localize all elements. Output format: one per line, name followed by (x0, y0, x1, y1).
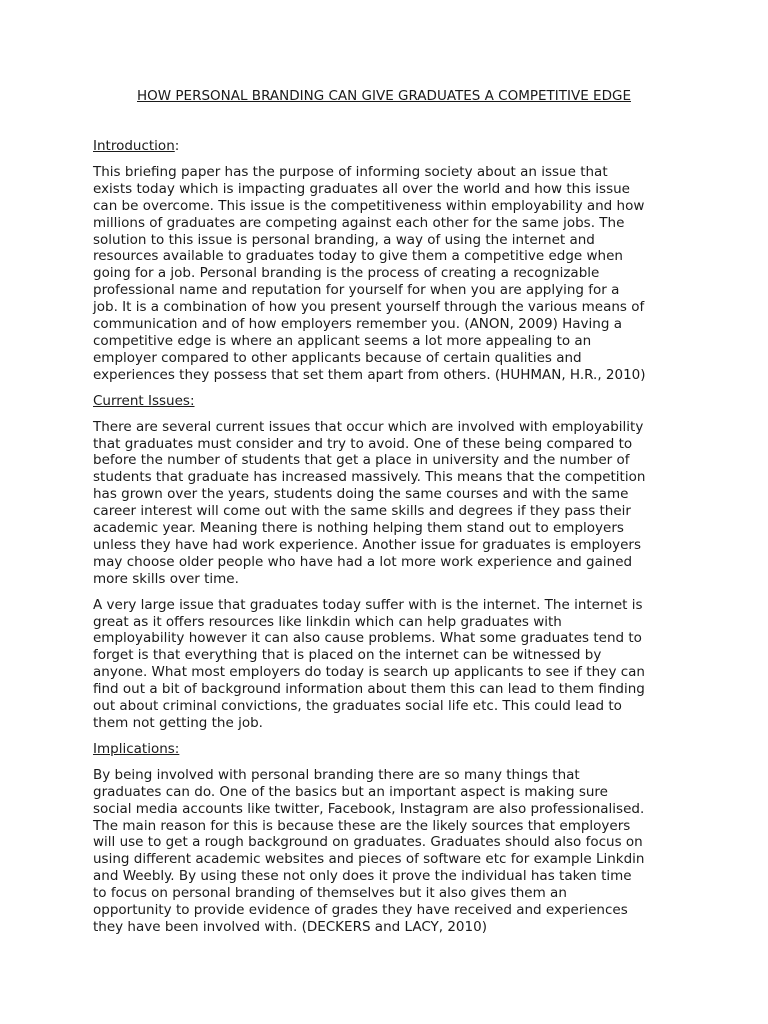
paragraph-line: anyone. What most employers do today is search up applicants to see if they can (93, 664, 645, 681)
paragraph-line: millions of graduates are competing against each other for the same jobs. The (93, 214, 625, 231)
paragraph-line: resources available to graduates today to give them a competitive edge when (93, 248, 623, 265)
paragraph-line: By being involved with personal branding there are so many things that (93, 766, 580, 783)
paragraph-line: will use to get a rough background on graduates. Graduates should also focus on (93, 834, 643, 851)
paragraph-line: forget is that everything that is placed on the internet can be witnessed by (93, 647, 602, 664)
paragraph-line: them not getting the job. (93, 715, 263, 731)
section-heading-suffix: : (174, 138, 180, 154)
section-heading (93, 138, 683, 155)
paragraph-line: graduates can do. One of the basics but an important aspect is making sure (93, 783, 608, 800)
paragraph-line: they have been involved with. (DECKERS and LACY, 2010) (93, 918, 487, 935)
section-heading (93, 741, 683, 758)
paragraph-line: solution to this issue is personal branding, a way of using the internet and (93, 231, 595, 248)
paragraph-line: job. It is a combination of how you present yourself through the various means of (93, 299, 645, 316)
paragraph-line: using different academic websites and pieces of software etc for example Linkdin (93, 851, 645, 868)
paragraph-line: to focus on personal branding of themselves but it also gives them an (93, 885, 567, 902)
paragraph-line: There are several current issues that occur which are involved with employability (93, 418, 644, 435)
paragraph-line: may choose older people who have had a lot more work experience and gained (93, 553, 633, 570)
paragraph-line: opportunity to provide evidence of grades they have received and experiences (93, 902, 628, 919)
paragraph-line: can be overcome. This issue is the competitiveness within employability and how (93, 197, 645, 214)
paragraph-line: communication and of how employers remember you. (ANON, 2009) Having a (93, 316, 622, 333)
paragraph-line: going for a job. Personal branding is the process of creating a recognizable (93, 265, 600, 282)
section-heading-text: Current Issues: (93, 392, 195, 409)
document-body (93, 138, 683, 945)
paragraph-line: exists today which is impacting graduates all over the world and how this issue (93, 180, 630, 197)
paragraph (93, 419, 683, 588)
paragraph-line: find out a bit of background information about them this can lead to them finding (93, 681, 645, 698)
paragraph-line: and Weebly. By using these not only does it prove the individual has taken time (93, 868, 632, 885)
paragraph-line: great as it offers resources like linkdin which can help graduates with (93, 613, 562, 630)
paragraph-line: competitive edge is where an applicant seems a lot more appealing to an (93, 332, 592, 349)
section-heading-text: Introduction (93, 138, 175, 154)
paragraph-line: professional name and reputation for yourself for when you are applying for a (93, 282, 620, 299)
paragraph-line: unless they have had work experience. Another issue for graduates is employers (93, 536, 642, 553)
paragraph-line: has grown over the years, students doing the same courses and with the same (93, 486, 629, 503)
paragraph-line: students that graduate has increased massively. This means that the competition (93, 469, 646, 486)
paragraph-line: more skills over time. (93, 570, 239, 587)
paragraph-line: before the number of students that get a place in university and the number of (93, 452, 630, 469)
document-title: HOW PERSONAL BRANDING CAN GIVE GRADUATES A COMPETITIVE EDGE (137, 88, 631, 104)
paragraph-line: The main reason for this is because these are the likely sources that employers (93, 817, 631, 834)
paragraph-line: employability however it can also cause problems. What some graduates tend to (93, 630, 642, 647)
paragraph-line: This briefing paper has the purpose of informing society about an issue that (93, 163, 608, 180)
paragraph-line: that graduates must consider and try to avoid. One of these being compared to (93, 435, 633, 452)
paragraph-line: A very large issue that graduates today suffer with is the internet. The internet is (93, 596, 643, 613)
paragraph-line: employer compared to other applicants because of certain qualities and (93, 349, 582, 366)
paragraph (93, 164, 683, 384)
paragraph-line: academic year. Meaning there is nothing helping them stand out to employers (93, 520, 624, 537)
paragraph-line: career interest will come out with the same skills and degrees if they pass their (93, 503, 631, 520)
paragraph-line: out about criminal convictions, the graduates social life etc. This could lead to (93, 698, 622, 715)
paragraph-line: social media accounts like twitter, Facebook, Instagram are also professionalised. (93, 800, 645, 817)
paragraph (93, 767, 683, 936)
paragraph (93, 597, 683, 732)
paragraph-line: experiences they possess that set them apart from others. (HUHMAN, H.R., 2010) (93, 366, 646, 383)
section-heading (93, 393, 683, 410)
section-heading-text: Implications: (93, 740, 180, 757)
